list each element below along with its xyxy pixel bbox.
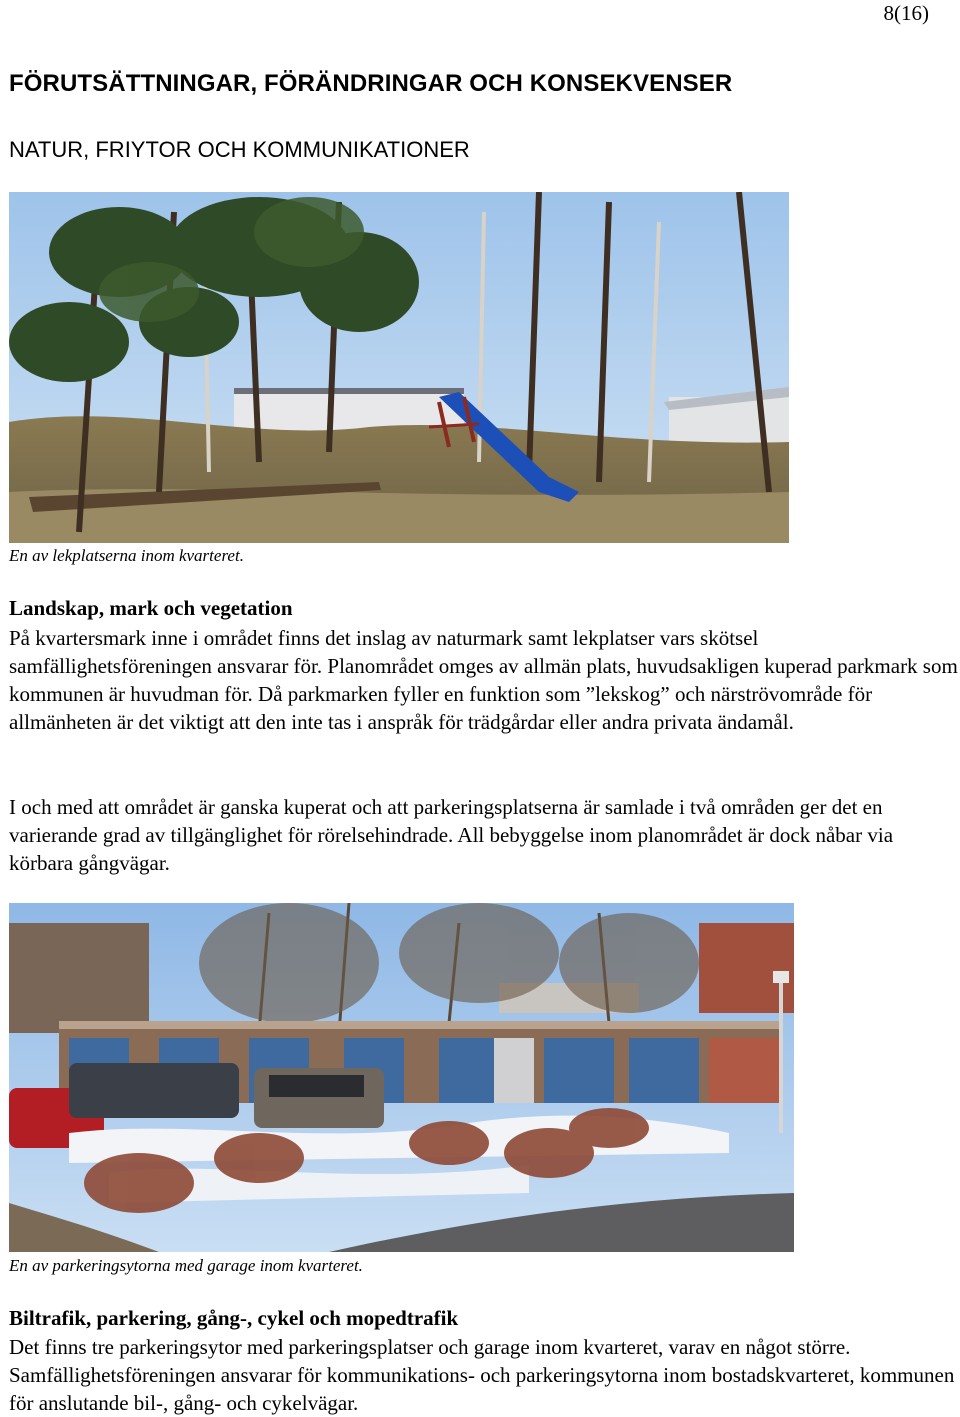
photo-caption: En av parkeringsytorna med garage inom kvarteret. [9,1256,363,1275]
paragraph: Det finns tre parkeringsytor med parkeringsplatser och garage inom kvarteret, varav en något större. Samfällighetsföreningen ansvarar för kommunikations- och parkeringsytorna inom bostadskvarteret, kommunen för anslutande bil-, gång- och cykelvägar. [9,1335,955,1415]
section-heading: Biltrafik, parkering, gång-, cykel och mopedtrafik [9,1306,459,1330]
photo-caption: En av lekplatserna inom kvarteret. [9,546,244,565]
playground-photo [9,192,789,543]
parking-photo [9,903,794,1252]
section-heading: Landskap, mark och vegetation [9,596,293,620]
page-title: FÖRUTSÄTTNINGAR, FÖRÄNDRINGAR OCH KONSEKVENSER [9,70,733,97]
paragraph: I och med att området är ganska kuperat och att parkeringsplatserna är samlade i två områden ger det en varierande grad av tillgänglighet för rörelsehindrade. All bebyggelse inom planområdet är dock nåbar via körbara gångvägar. [9,795,894,875]
page-number: 8(16) [883,1,929,25]
section-subtitle: NATUR, FRIYTOR OCH KOMMUNIKATIONER [9,137,470,162]
paragraph: På kvartersmark inne i området finns det inslag av naturmark samt lekplatser vars skötsel samfällighetsföreningen ansvarar för. Planområdet omges av allmän plats, huvudsakligen kuperad parkmark som kommunen är huvudman för. Då parkmarken fyller en funktion som ”lekskog” och närströvområde för allmänheten är det viktigt att den inte tas i anspråk för trädgårdar eller andra privata ändamål. [9,626,958,734]
